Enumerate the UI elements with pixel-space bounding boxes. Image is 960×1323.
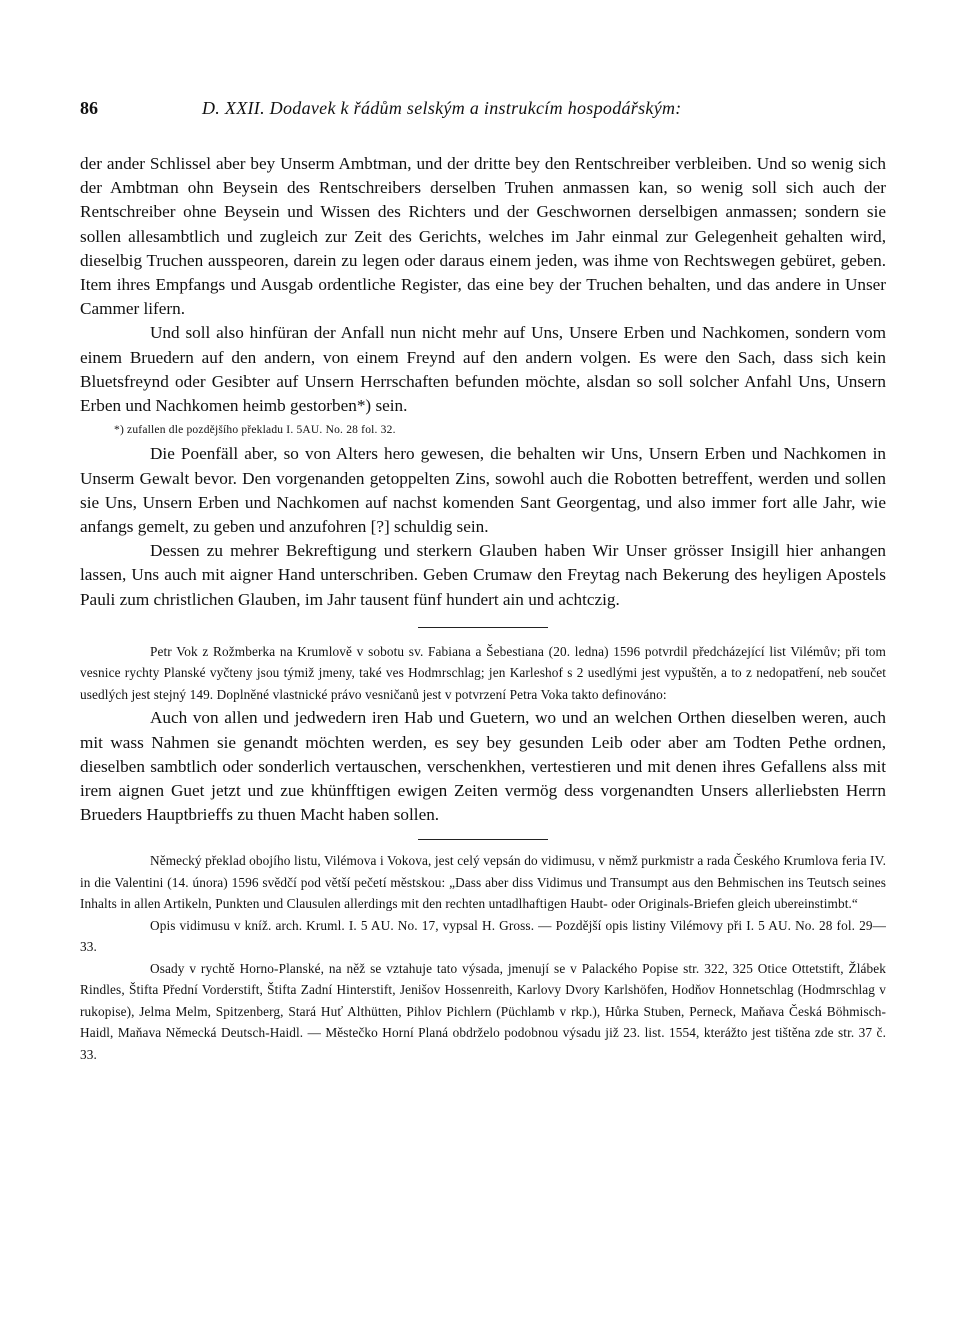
- paragraph: Und soll also hinfüran der Anfall nun nicht mehr auf Uns, Unsere Erben und Nachkomen, sondern vom einem Bruedern auf den andern, von einem Freynd auf den andern volgen. Es were den Sach, dass sich kein Bluetsfreynd oder Gesibter auf Unsern Herrschaften befunden möchte, alsdan so soll solcher Anfahl Uns, Unsern Erben und Nachkomen heimb gestorben*) sein.: [80, 323, 886, 416]
- commentary: [80, 641, 886, 706]
- quote-paragraph: Auch von allen und jedwedern iren Hab und Guetern, wo und an welchen Orthen dieselben weren, auch mit wass Nahmen sie genandt möchten werden, es sey bey gesunden Leib oder aber am Todten Pethe ordnen, dieselben sambtlich oder sonderlich vertauschen, verschenkhen, vertestieren und mit denen ihres Gefallens alss mit irem aignen Guet jetzt und zue khünfftigen ewigen Zeiten vermög dess vorgenandten Unsers allerliebsten Herrn Brueders Hauptbrieffs zu thuen Macht haben sollen.: [80, 708, 886, 825]
- paragraph: der ander Schlissel aber bey Unserm Ambtman, und der dritte bey den Rentschreiber verbleiben. Und so wenig sich der Ambtman ohn Beysein des Rentschreibers derselben Truhen anmassen kan, so wenig soll sich auch der Rentschreiber ohne Beysein und Wissen des Richters und der Geschwornen derselbigen anmassen; sondern sie sollen allesambtlich und zugleich zur Zeit des Gerichts, welches im Jahr einmal zur Gelegenheit gehalten wird, dieselbig Truchen ausspeoren, darein zu legen oder daraus einem jeden, was ihme von Rechtswegen gebüret, geben. Item ihres Empfangs und Ausgab ordentliche Register, das eine bey der Truchen behalten, und das andere in Unser Cammer lifern.: [80, 154, 886, 319]
- note-paragraph: Osady v rychtě Horno-Planské, na něž se vztahuje tato výsada, jmenují se v Palackého Popise str. 322, 325 Otice Ottetstift, Žlábek Rindles, Štifta Přední Vorderstift, Štifta Zadní Hinterstift, Jenišov Hossenreith, Karlovy Dvory Karlshöfen, Hodňov Honnetschlag (Hodmrschlag v rukopise), Jelma Melm, Spitzenberg, Stará Huť Althütten, Pihlov Pichlern (Püchlamb v rkp.), Hůrka Stuben, Perneck, Maňava Česká Böhmisch-Haidl, Maňava Německá Deutsch-Haidl. — Městečko Horní Planá obdrželo podobnou výsadu již 23. list. 1554, kterážto jest tištěna zde str. 37 č. 33.: [80, 960, 886, 1062]
- page: [80, 98, 886, 1065]
- paragraph: Dessen zu mehrer Bekreftigung und sterkern Glauben haben Wir Unser grösser Insigill hier anhangen lassen, Uns auch mit aigner Hand unterschriben. Geben Crumaw den Freytag nach Bekerung des heyligen Apostels Pauli zum christlichen Glauben, im Jahr tausent fünf hundert ain und achtczig.: [80, 541, 886, 609]
- running-title: D. XXII. Dodavek k řádům selským a instrukcím hospodářským:: [202, 98, 682, 118]
- page-header: [80, 98, 886, 128]
- notes: [80, 850, 886, 1065]
- section-divider: [418, 627, 548, 628]
- section-divider: [418, 839, 548, 840]
- main-text: [80, 152, 886, 612]
- commentary-paragraph: Petr Vok z Rožmberka na Krumlově v sobotu sv. Fabiana a Šebestiana (20. ledna) 1596 potvrdil předcházející list Vilémův; při tom vesnice rychty Planské vyčteny jsou týmiž jmeny, také ves Hodmrschlag; jen Karleshof s 2 usedlými jest vypuštěn, a to z nedopatření, neb součet usedlých jest stejný 149. Doplněné vlastnické právo vesničanů jest v potvrzení Petra Voka takto definováno:: [80, 643, 886, 702]
- note-paragraph: Německý překlad obojího listu, Vilémova i Vokova, jest celý vepsán do vidimusu, v němž purkmistr a rada Českého Krumlova feria IV. in die Valentini (14. února) 1596 svědčí pod větší pečetí městskou: „Dass aber diss Vidimus und Transumpt aus den Behmischen ins Teutsch seines Inhalts in allen Artikeln, Punkten und Clausulen allerdings mit den rechten untadlhaftigen Haubt- oder Originals-Briefen gleich ubereinstimbt.“: [80, 853, 886, 912]
- page-number: 86: [80, 98, 98, 118]
- paragraph: Die Poenfäll aber, so von Alters hero gewesen, die behalten wir Uns, Unsern Erben und Nachkomen in Unserm Gewalt bevor. Den vorgenanden getoppelten Zins, sowohl auch die Robotten betreffent, werden und sollen sie Uns, Unsern Erben und Nachkomen auf nachst komenden Sant Georgentag, und also immer fort alle Jahr, wie anfangs gemelt, zu geben und anzufohren [?] schuldig sein.: [80, 444, 886, 537]
- quoted-passage: [80, 706, 886, 827]
- note-paragraph: Opis vidimusu v kníž. arch. Kruml. I. 5 AU. No. 17, vypsal H. Gross. — Pozdější opis listiny Vilémovy při I. 5 AU. No. 28 fol. 29—33.: [80, 917, 886, 955]
- footnote: *) zufallen dle pozdějšího překladu I. 5AU. No. 28 fol. 32.: [114, 424, 396, 437]
